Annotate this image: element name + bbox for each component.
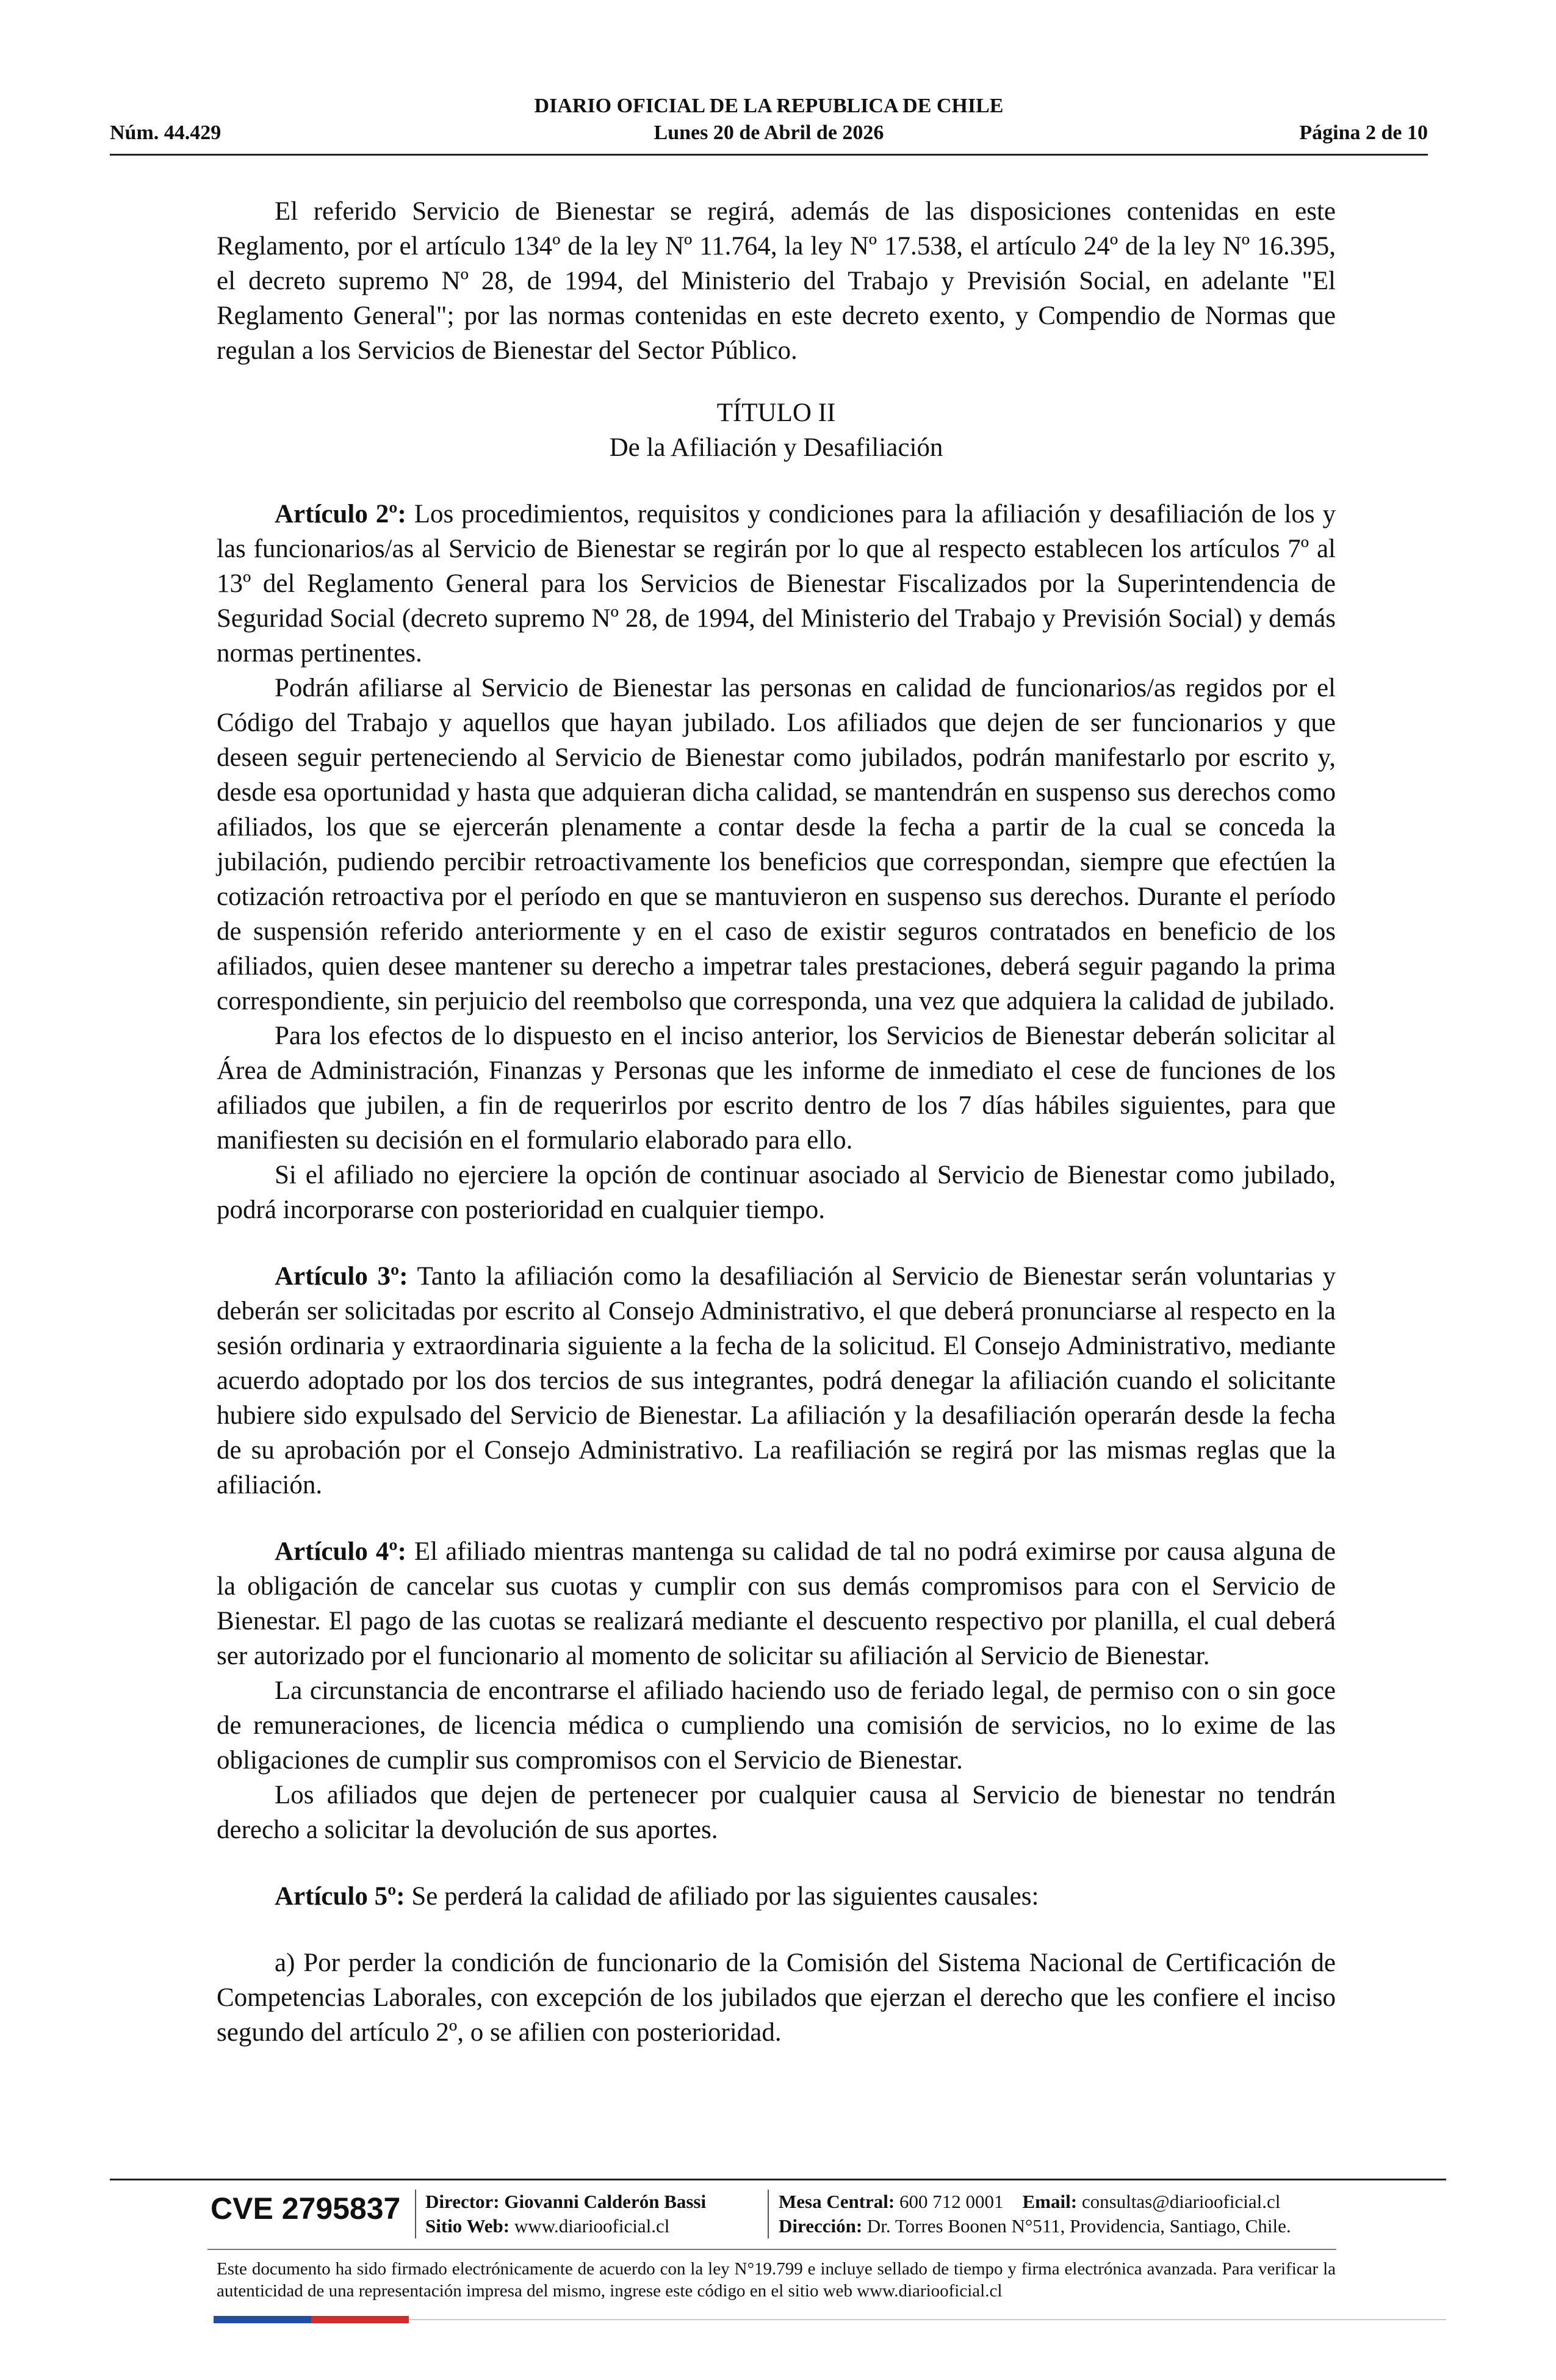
article-5-label: Artículo 5º: (275, 1882, 405, 1911)
article-4-paragraph-3: Los afiliados que dejen de pertenecer por cualquier causa al Servicio de bienestar no tendrán derecho a solicitar la devolución de sus aportes. (217, 1781, 1336, 1844)
article-2-paragraph-2: Podrán afiliarse al Servicio de Bienestar las personas en calidad de funcionarios/as regidos por el Código del Trabajo y aquellos que hayan jubilado. Los afiliados que dejen de ser funcionarios y que deseen seguir perteneciendo al Servicio de Bienestar como jubilados, podrán manifestarlo por escrito y, desde esa oportunidad y hasta que adquieran dicha calidad, se mantendrán en suspenso sus derechos como afiliados, los que se ejercerán plenamente a contar desde la fecha a partir de la cual se conceda la jubilación, pudiendo percibir retroactivamente los beneficios que correspondan, siempre que efectúen la cotización retroactiva por el período en que se mantuvieron en suspenso sus derechos. Durante el período de suspensión referido anteriormente y en el caso de existir seguros contratados en beneficio de los afiliados, quien desee mantener su derecho a impetrar tales prestaciones, deberá seguir pagando la prima correspondiente, sin perjuicio del reembolso que corresponda, una vez que adquiera la calidad de jubilado. (217, 674, 1336, 1015)
article-2-label: Artículo 2º: (275, 500, 406, 528)
header-divider (110, 154, 1428, 156)
intro-paragraph: El referido Servicio de Bienestar se regirá, además de las disposiciones contenidas en este Reglamento, por el artículo 134º de la ley Nº 11.764, la ley Nº 17.538, el artículo 24º de la ley Nº 16.395, el decreto supremo Nº 28, de 1994, del Ministerio del Trabajo y Previsión Social, en adelante "El Reglamento General"; por las normas contenidas en este decreto exento, y Compendio de Normas que regulan a los Servicios de Bienestar del Sector Público. (217, 197, 1336, 365)
section-subtitle: De la Afiliación y Desafiliación (609, 433, 943, 462)
page-number: Página 2 de 10 (1299, 121, 1428, 144)
article-3-paragraph-1: Artículo 3º: Tanto la afiliación como la desafiliación al Servicio de Bienestar serán voluntarias y deberán ser solicitadas por escrito al Consejo Administrativo, el que deberá pronunciarse al respecto en la sesión ordinaria y extraordinaria siguiente a la fecha de la solicitud. El Consejo Administrativo, mediante acuerdo adoptado por los dos tercios de sus integrantes, podrá denegar la afiliación cuando el solicitante hubiere sido expulsado del Servicio de Bienestar. La afiliación y la desafiliación operarán desde la fecha de su aprobación por el Consejo Administrativo. La reafiliación se regirá por las mismas reglas que la afiliación. (217, 1262, 1336, 1499)
article-2-paragraph-4: Si el afiliado no ejerciere la opción de continuar asociado al Servicio de Bienestar como jubilado, podrá incorporarse con posterioridad en cualquier tiempo. (217, 1161, 1336, 1224)
footer-inner-divider (207, 2249, 1336, 2250)
footer-divider (110, 2179, 1446, 2180)
email-link[interactable]: consultas@diariooficial.cl (1081, 2191, 1281, 2212)
footer-director-block: Director: Giovanni Calderón Bassi Sitio Web: www.diariooficial.cl (425, 2191, 707, 2237)
article-4-label: Artículo 4º: (275, 1537, 406, 1566)
page-header (110, 95, 1428, 150)
footer-separator (768, 2190, 769, 2238)
address: Dr. Torres Boonen N°511, Providencia, Santiago, Chile. (866, 2215, 1291, 2237)
phone-number: 600 712 0001 (899, 2191, 1004, 2212)
article-5-paragraph-1: Artículo 5º: Se perderá la calidad de afiliado por las siguientes causales: (275, 1882, 1039, 1911)
flag-stripe-red (311, 2316, 409, 2323)
newspaper-title: DIARIO OFICIAL DE LA REPUBLICA DE CHILE (534, 95, 1004, 117)
article-2-paragraph-3: Para los efectos de lo dispuesto en el inciso anterior, los Servicios de Bienestar deberán solicitar al Área de Administración, Finanzas y Personas que les informe de inmediato el cese de funciones de los afiliados que jubilen, a fin de requerirlos por escrito dentro de los 7 días hábiles siguientes, para que manifiesten su decisión en el formulario elaborado para ello. (217, 1022, 1336, 1155)
article-3-label: Artículo 3º: (275, 1262, 408, 1291)
cve-code: CVE 2795837 (211, 2191, 401, 2226)
website-link[interactable]: www.diariooficial.cl (514, 2215, 670, 2237)
footer-contact-block: Mesa Central: 600 712 0001 Email: consultas@diariooficial.cl Dirección: Dr. Torres Boonen N°511, Providencia, Santiago, Chile. (779, 2191, 1291, 2237)
article-4-paragraph-2: La circunstancia de encontrarse el afiliado haciendo uso de feriado legal, de permiso con o sin goce de remuneraciones, de licencia médica o cumpliendo una comisión de servicios, no lo exime de las obligaciones de cumplir sus compromisos con el Servicio de Bienestar. (217, 1676, 1336, 1775)
article-4-paragraph-1: Artículo 4º: El afiliado mientras mantenga su calidad de tal no podrá eximirse por causa alguna de la obligación de cancelar sus cuotas y cumplir con sus demás compromisos para con el Servicio de Bienestar. El pago de las cuotas se realizará mediante el descuento respectivo por planilla, el cual deberá ser autorizado por el funcionario al momento de solicitar su afiliación al Servicio de Bienestar. (217, 1537, 1336, 1670)
electronic-signature-disclaimer: Este documento ha sido firmado electrónicamente de acuerdo con la ley N°19.799 e incluye sellado de tiempo y firma electrónica avanzada. Para verificar la autenticidad de una representación impresa del mismo, ingrese este código en el sitio web www.diariooficial.cl (217, 2259, 1336, 2301)
issue-number: Núm. 44.429 (110, 121, 222, 144)
article-2-paragraph-1: Artículo 2º: Los procedimientos, requisitos y condiciones para la afiliación y desafiliación de los y las funcionarios/as al Servicio de Bienestar se regirán por lo que al respecto establecen los artículos 7º al 13º del Reglamento General para los Servicios de Bienestar Fiscalizados por la Superintendencia de Seguridad Social (decreto supremo Nº 28, de 1994, del Ministerio del Trabajo y Previsión Social) y demás normas pertinentes. (217, 500, 1336, 668)
director-name: Giovanni Calderón Bassi (504, 2191, 707, 2212)
footer-separator (415, 2190, 416, 2238)
article-5-item-a: a) Por perder la condición de funcionario de la Comisión del Sistema Nacional de Certificación de Competencias Laborales, con excepción de los jubilados que ejerzan el derecho que les confiere el inciso segundo del artículo 2º, o se afilien con posterioridad. (217, 1949, 1336, 2047)
issue-date: Lunes 20 de Abril de 2026 (654, 121, 884, 144)
document-body (217, 194, 1336, 2050)
section-title: TÍTULO II (716, 398, 836, 427)
flag-stripe-blue (214, 2316, 311, 2323)
flag-stripe-line (409, 2319, 1446, 2320)
